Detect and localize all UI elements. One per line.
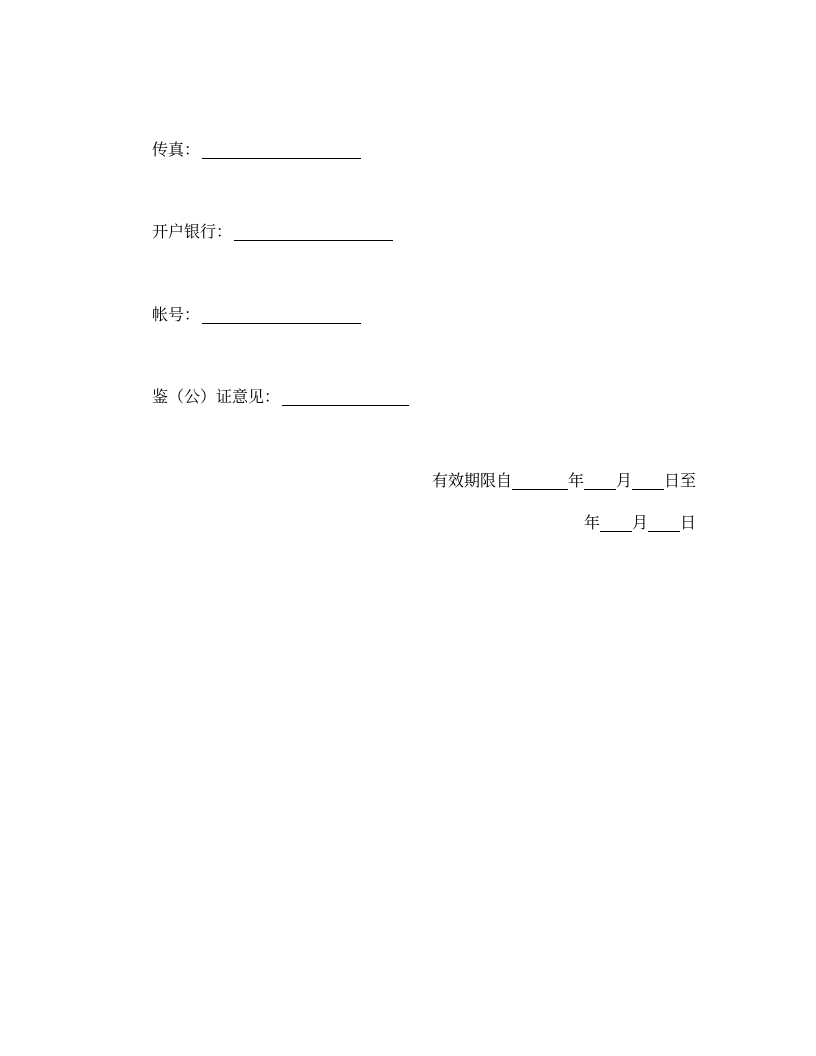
validity-start-month-label: 月 [615, 471, 632, 490]
validity-end-month-blank[interactable] [600, 513, 632, 532]
bank-field [152, 219, 393, 241]
bank-blank[interactable] [234, 222, 393, 241]
notary-opinion-blank[interactable] [282, 387, 409, 406]
account-label: 帐号： [152, 305, 201, 324]
validity-end-month-label: 月 [631, 513, 648, 532]
validity-end-day-blank[interactable] [648, 513, 680, 532]
fax-field [152, 137, 361, 159]
notary-opinion-field [152, 384, 409, 406]
fax-label: 传真： [152, 140, 201, 159]
validity-start-year-blank[interactable] [512, 471, 568, 490]
validity-end-line [584, 510, 696, 532]
validity-start-line [432, 468, 696, 490]
fax-blank[interactable] [202, 140, 361, 159]
validity-end-day-label: 日 [679, 513, 696, 532]
account-field [152, 302, 361, 324]
validity-start-year-label: 年 [567, 471, 584, 490]
bank-label: 开户银行： [152, 222, 233, 241]
validity-start-day-label: 日至 [663, 471, 696, 490]
validity-start-day-blank[interactable] [632, 471, 664, 490]
account-blank[interactable] [202, 305, 361, 324]
validity-prefix: 有效期限自 [431, 471, 512, 490]
notary-opinion-label: 鉴（公）证意见： [152, 387, 281, 406]
validity-start-month-blank[interactable] [584, 471, 616, 490]
validity-end-year-label: 年 [583, 513, 600, 532]
